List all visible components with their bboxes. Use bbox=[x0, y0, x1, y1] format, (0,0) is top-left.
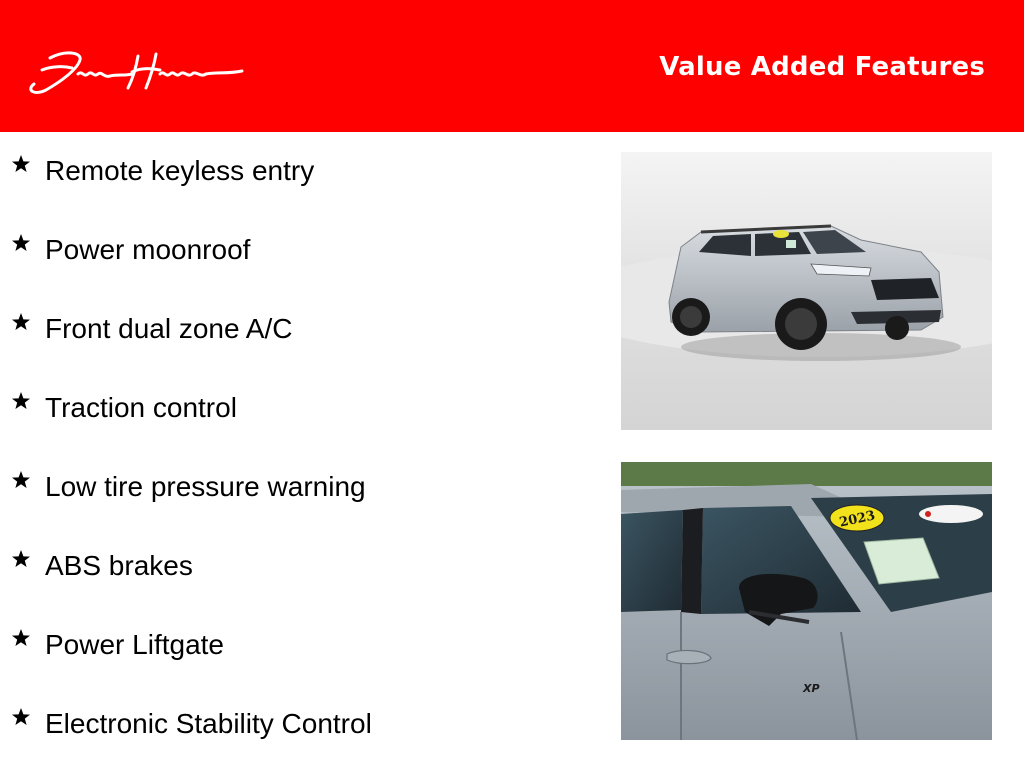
star-icon bbox=[11, 391, 31, 411]
feature-label: Traction control bbox=[45, 392, 237, 423]
star-icon bbox=[11, 312, 31, 332]
feature-label: ABS brakes bbox=[45, 550, 193, 581]
vehicle-photo-side bbox=[621, 462, 992, 740]
feature-label: Power moonroof bbox=[45, 234, 251, 265]
xp-badge: XP bbox=[803, 682, 820, 695]
list-item bbox=[0, 685, 600, 739]
star-icon bbox=[11, 233, 31, 253]
list-item bbox=[0, 290, 600, 344]
page-title: Value Added Features bbox=[659, 52, 985, 82]
header-banner bbox=[0, 0, 1024, 132]
star-icon bbox=[11, 707, 31, 727]
list-item bbox=[0, 132, 600, 186]
signature-text: Jim Hudson bbox=[20, 44, 26, 45]
feature-label: Power Liftgate bbox=[45, 629, 224, 660]
star-icon bbox=[11, 154, 31, 174]
feature-label: Electronic Stability Control bbox=[45, 708, 372, 739]
list-item bbox=[0, 369, 600, 423]
vehicle-photo-front bbox=[621, 152, 992, 430]
list-item bbox=[0, 606, 600, 660]
car-side-door-closeup-photo bbox=[621, 462, 992, 740]
star-icon bbox=[11, 549, 31, 569]
star-icon bbox=[11, 470, 31, 490]
list-item bbox=[0, 211, 600, 265]
feature-label: Low tire pressure warning bbox=[45, 471, 366, 502]
list-item bbox=[0, 527, 600, 581]
feature-label: Front dual zone A/C bbox=[45, 313, 293, 344]
star-icon bbox=[11, 628, 31, 648]
car-front-three-quarter-photo bbox=[621, 152, 992, 430]
list-item bbox=[0, 448, 600, 502]
feature-label: Remote keyless entry bbox=[45, 155, 315, 186]
year-sticker: 2023 bbox=[838, 508, 877, 531]
signature-logo bbox=[20, 44, 250, 100]
